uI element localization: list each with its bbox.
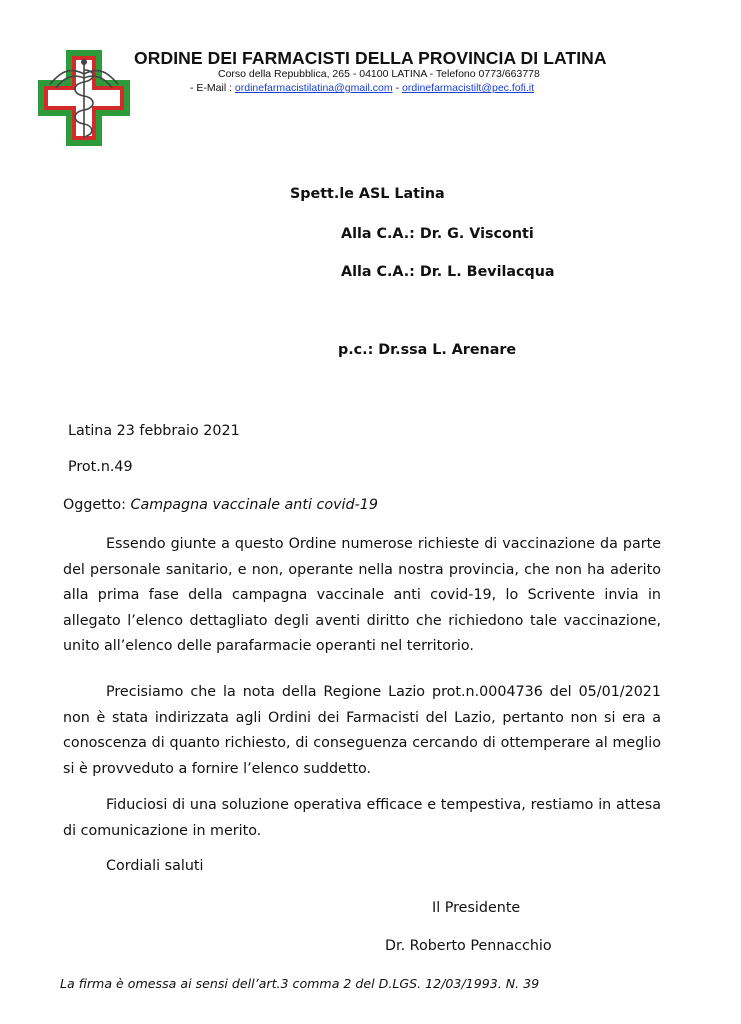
email-link-pec[interactable]: ordinefarmacistilt@pec.fofi.it (401, 82, 535, 94)
recipient-cc: p.c.: Dr.ssa L. Arenare (338, 342, 517, 358)
org-email-line (190, 82, 534, 94)
org-address: Corso della Repubblica, 265 - 04100 LATINA - Telefono 0773/663778 (218, 68, 540, 80)
footnote: La firma è omessa ai sensi dell’art.3 comma 2 del D.LGS. 12/03/1993. N. 39 (60, 976, 540, 991)
subject-line (63, 497, 378, 513)
recipient-asl: Spett.le ASL Latina (290, 186, 445, 202)
email-separator: - (395, 82, 400, 94)
pharmacy-cross-caduceus-icon (36, 48, 132, 148)
letter-date: Latina 23 febbraio 2021 (68, 423, 240, 439)
org-name: ORDINE DEI FARMACISTI DELLA PROVINCIA DI LATINA (134, 48, 607, 68)
signature-role: Il Presidente (432, 900, 521, 916)
body-paragraph-2: Precisiamo che la nota della Regione Lazio prot.n.0004736 del 05/01/2021 non è stata indirizzata agli Ordini dei Farmacisti del Lazio, pertanto non si era a conoscenza di quanto richiesto, di conseguenza cercando di ottemperare al meglio si è provveduto a fornire l’elenco suddetto. (63, 684, 661, 777)
recipient-visconti: Alla C.A.: Dr. G. Visconti (341, 226, 534, 242)
email-label: - E-Mail : (190, 82, 232, 94)
closing-greeting: Cordiali saluti (106, 858, 204, 874)
body-paragraph-1: Essendo giunte a questo Ordine numerose richieste di vaccinazione da parte del personale sanitario, e non, operante nella nostra provincia, che non ha aderito alla prima fase della campagna vaccinale anti covid-19, lo Scrivente invia in allegato l’elenco dettagliato degli aventi diritto che richiedono tale vaccinazione, unito all’elenco delle parafarmacie operanti nel territorio. (63, 536, 661, 654)
signature-name: Dr. Roberto Pennacchio (385, 938, 552, 954)
protocol-number: Prot.n.49 (68, 459, 133, 475)
subject-label: Oggetto: (63, 497, 126, 513)
recipient-bevilacqua: Alla C.A.: Dr. L. Bevilacqua (341, 264, 555, 280)
subject-text: Campagna vaccinale anti covid-19 (130, 497, 378, 513)
email-link-gmail[interactable]: ordinefarmacistilatina@gmail.com (234, 82, 393, 94)
body-paragraph-3: Fiduciosi di una soluzione operativa efficace e tempestiva, restiamo in attesa di comunicazione in merito. (63, 797, 661, 839)
